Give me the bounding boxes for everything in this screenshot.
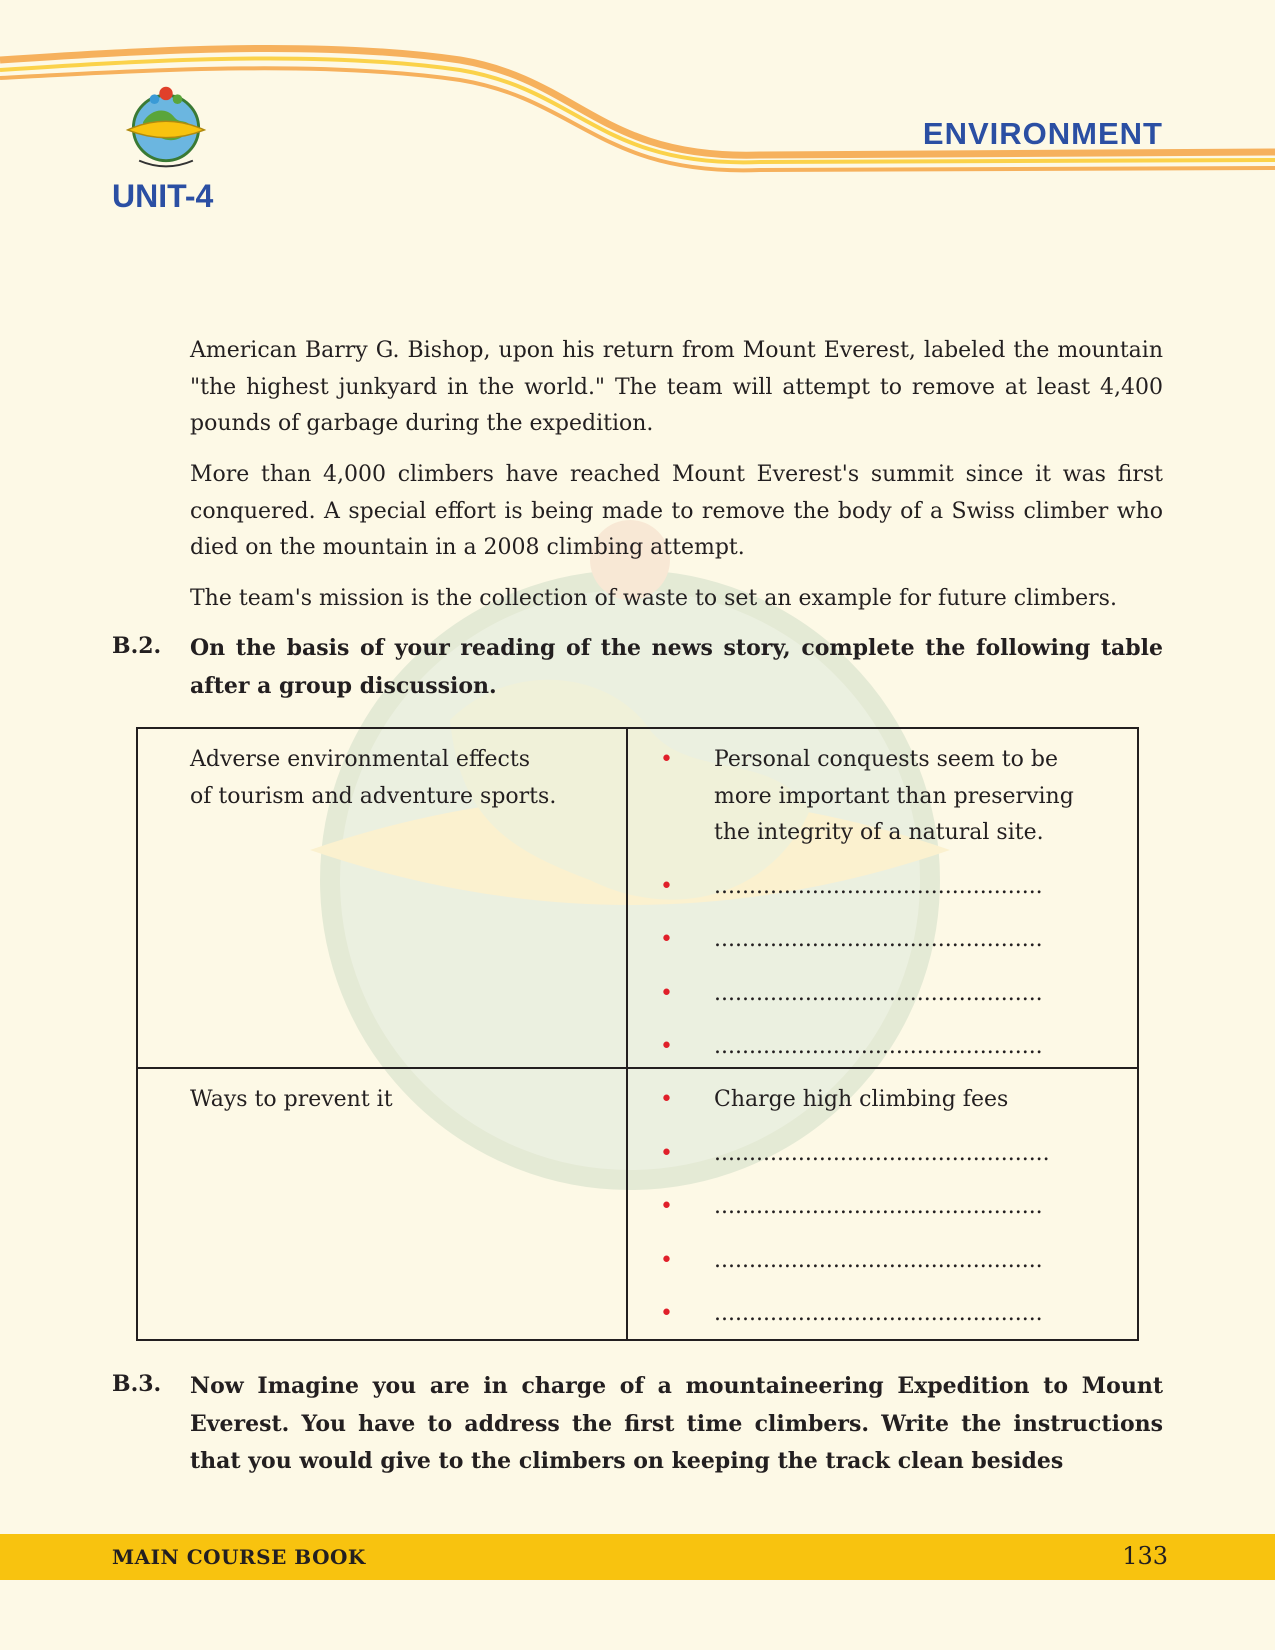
answer-blank[interactable]: ............................................... bbox=[714, 1247, 1043, 1273]
list-item[interactable] bbox=[628, 976, 1107, 1013]
page-number: 133 bbox=[1122, 1542, 1168, 1570]
question-b2-number: B.2. bbox=[112, 633, 162, 659]
topic-line-1: Adverse environmental effects bbox=[190, 747, 530, 772]
list-item[interactable] bbox=[628, 1243, 1107, 1280]
table-row bbox=[137, 728, 1138, 1068]
list-item bbox=[628, 1082, 1107, 1119]
section-title: ENVIRONMENT bbox=[922, 116, 1163, 151]
bullet-icon: • bbox=[660, 927, 673, 952]
table-cell-answers bbox=[627, 728, 1138, 1068]
paragraph-3: The team's mission is the collection of waste to set an example for future climbers. bbox=[190, 586, 1117, 611]
answer-blank[interactable]: ................................................ bbox=[714, 1140, 1050, 1166]
list-item[interactable] bbox=[628, 922, 1107, 959]
list-item[interactable] bbox=[628, 1029, 1107, 1066]
answer-blank[interactable]: ............................................... bbox=[714, 1301, 1043, 1326]
list-item bbox=[628, 742, 1107, 852]
question-b2-text: On the basis of your reading of the news story, complete the following table after a group discussion. bbox=[190, 635, 1163, 699]
answer-list bbox=[628, 729, 1137, 1066]
answer-blank[interactable]: ............................................... bbox=[714, 980, 1043, 1006]
bullet-icon: • bbox=[660, 1194, 673, 1219]
bullet-icon: • bbox=[660, 1087, 673, 1112]
paragraph-1: American Barry G. Bishop, upon his return from Mount Everest, labeled the mountain "the highest junkyard in the world." The team will attempt to remove at least 4,400 pounds of garbage during the expedition. bbox=[190, 338, 1163, 436]
answer-blank[interactable]: ............................................... bbox=[714, 1194, 1043, 1219]
table-cell-answers bbox=[627, 1068, 1138, 1340]
list-item[interactable] bbox=[628, 1296, 1107, 1333]
cce-globe-logo-icon bbox=[118, 80, 214, 176]
topic-line-1: Ways to prevent it bbox=[190, 1087, 393, 1112]
question-b3-number: B.3. bbox=[112, 1371, 162, 1397]
answer-text: Personal conquests seem to be more important than preserving the integrity of a natural site. bbox=[714, 747, 1074, 845]
topic-line-2: of tourism and adventure sports. bbox=[190, 783, 557, 809]
bullet-icon: • bbox=[660, 747, 673, 772]
list-item[interactable] bbox=[628, 1189, 1107, 1226]
bullet-icon: • bbox=[660, 1301, 673, 1326]
answer-list bbox=[628, 1069, 1137, 1333]
footer-book-title: MAIN COURSE BOOK bbox=[112, 1545, 366, 1569]
answer-blank[interactable]: ............................................... bbox=[714, 927, 1043, 952]
question-b3-text: Now Imagine you are in charge of a mountaineering Expedition to Mount Everest. You have to address the first time climbers. Write the instructions that you would give to the climbers on keeping the track clean besides bbox=[190, 1373, 1163, 1474]
answer-blank[interactable]: ............................................... bbox=[714, 873, 1043, 899]
bullet-icon: • bbox=[660, 873, 673, 899]
bullet-icon: • bbox=[660, 1140, 673, 1166]
unit-label: UNIT-4 bbox=[112, 178, 214, 214]
answer-text: Charge high climbing fees bbox=[714, 1087, 1009, 1112]
table-cell-topic bbox=[137, 728, 627, 1068]
list-item[interactable] bbox=[628, 869, 1107, 906]
bullet-icon: • bbox=[660, 1034, 673, 1059]
answer-blank[interactable]: ............................................... bbox=[714, 1034, 1043, 1059]
table-row bbox=[137, 1068, 1138, 1340]
table-cell-topic bbox=[137, 1068, 627, 1340]
bullet-icon: • bbox=[660, 980, 673, 1006]
bullet-icon: • bbox=[660, 1247, 673, 1273]
discussion-table bbox=[136, 727, 1139, 1341]
list-item[interactable] bbox=[628, 1136, 1107, 1173]
paragraph-2: More than 4,000 climbers have reached Mount Everest's summit since it was first conquered. A special effort is being made to remove the body of a Swiss climber who died on the mountain in a 2008 climbing attempt. bbox=[190, 462, 1163, 560]
